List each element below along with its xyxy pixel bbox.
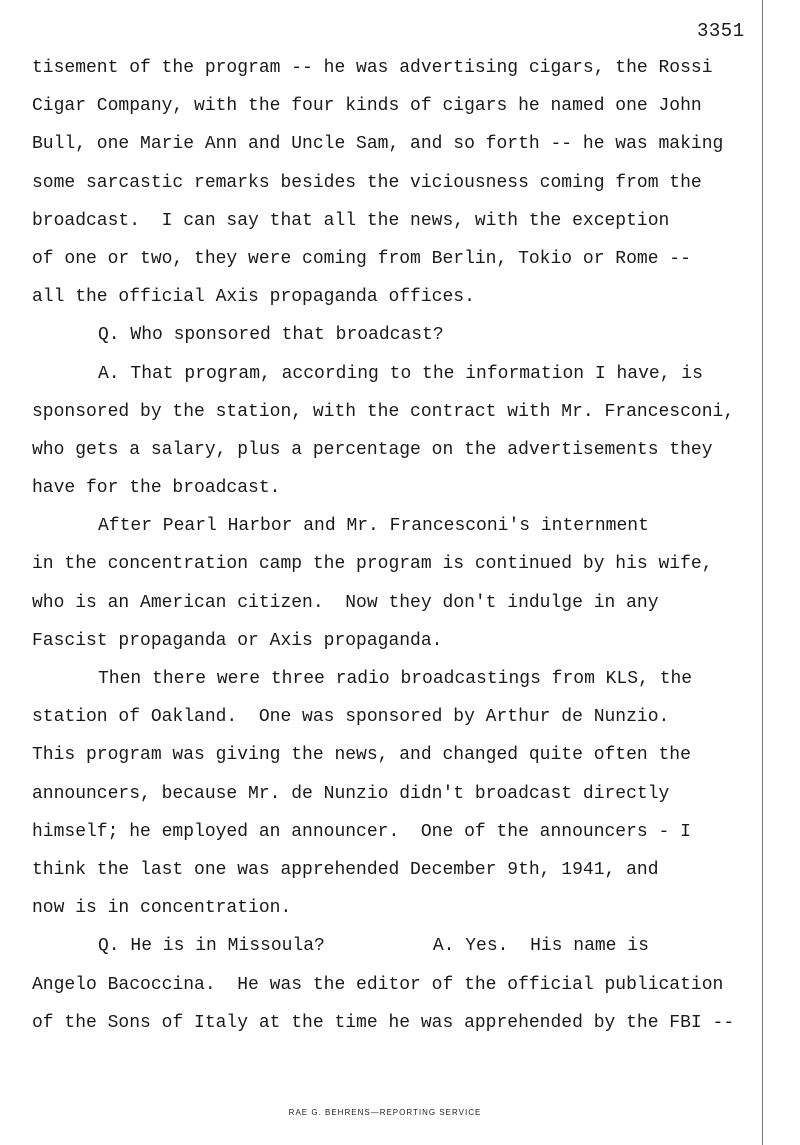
text-line: who gets a salary, plus a percentage on the advertisements they: [32, 439, 713, 460]
text-line: This program was giving the news, and changed quite often the: [32, 745, 691, 766]
page-number: 3351: [697, 20, 745, 42]
text-line: of the Sons of Italy at the time he was apprehended by the FBI --: [32, 1012, 735, 1033]
text-line: Cigar Company, with the four kinds of cigars he named one John: [32, 96, 702, 117]
text-line: think the last one was apprehended December 9th, 1941, and: [32, 859, 659, 880]
text-line: himself; he employed an announcer. One of the announcers - I: [32, 821, 691, 842]
text-line: station of Oakland. One was sponsored by Arthur de Nunzio.: [32, 707, 670, 728]
question-answer-line: Q. He is in Missoula? A. Yes. His name is: [98, 936, 649, 957]
text-line: Bull, one Marie Ann and Uncle Sam, and so forth -- he was making: [32, 134, 724, 155]
text-line: all the official Axis propaganda offices.: [32, 287, 475, 308]
text-line: have for the broadcast.: [32, 478, 281, 499]
answer-line: A. That program, according to the information I have, is: [98, 363, 703, 384]
text-line: broadcast. I can say that all the news, with the exception: [32, 210, 670, 231]
text-line: who is an American citizen. Now they don't indulge in any: [32, 592, 659, 613]
text-line: Angelo Bacoccina. He was the editor of the official publication: [32, 974, 724, 995]
text-line: tisement of the program -- he was advertising cigars, the Rossi: [32, 58, 713, 78]
text-line: in the concentration camp the program is continued by his wife,: [32, 554, 713, 575]
text-line: sponsored by the station, with the contract with Mr. Francesconi,: [32, 401, 735, 422]
text-line: announcers, because Mr. de Nunzio didn't broadcast directly: [32, 783, 670, 804]
transcript-body: [32, 55, 792, 1048]
reporter-footer: RAE G. BEHRENS—REPORTING SERVICE: [288, 1108, 482, 1117]
text-line: of one or two, they were coming from Berlin, Tokio or Rome --: [32, 248, 691, 269]
text-line: some sarcastic remarks besides the viciousness coming from the: [32, 172, 702, 193]
question-line: Q. Who sponsored that broadcast?: [98, 325, 444, 346]
paragraph-start-line: After Pearl Harbor and Mr. Francesconi's internment: [98, 516, 649, 537]
text-line: Fascist propaganda or Axis propaganda.: [32, 630, 443, 651]
paragraph-start-line: Then there were three radio broadcastings from KLS, the: [98, 669, 693, 689]
text-line: now is in concentration.: [32, 898, 292, 919]
